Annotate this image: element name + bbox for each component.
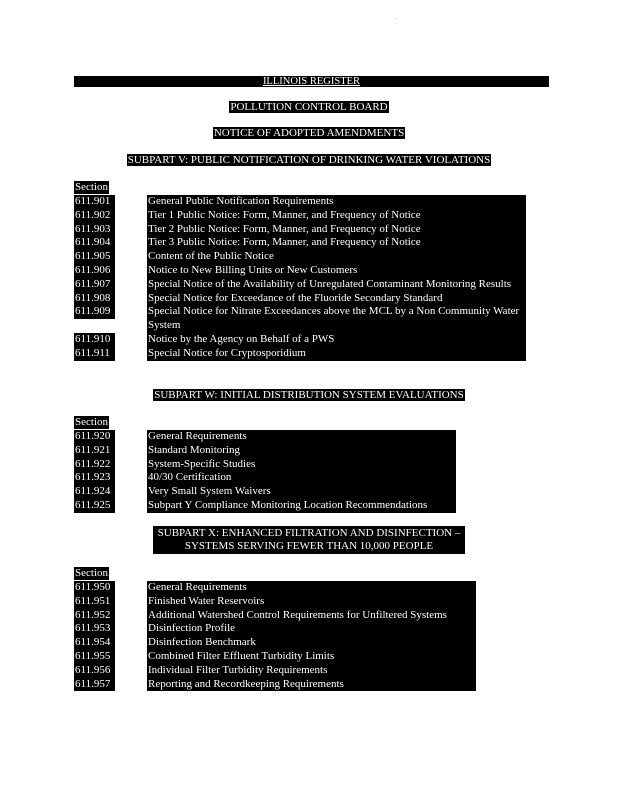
subpart-v-section-list xyxy=(74,195,526,361)
section-number: 611.955 xyxy=(74,650,115,664)
section-entry xyxy=(74,264,526,278)
section-title: Standard Monitoring xyxy=(147,444,456,458)
subpart-x-title-line1: SUBPART X: ENHANCED FILTRATION AND DISINFECTION – xyxy=(157,527,461,539)
section-entry xyxy=(74,292,526,306)
section-number: 611.920 xyxy=(74,430,115,444)
section-number: 611.953 xyxy=(74,622,115,636)
section-title: Tier 1 Public Notice: Form, Manner, and Frequency of Notice xyxy=(147,209,526,223)
section-title: Content of the Public Notice xyxy=(147,250,526,264)
section-entry xyxy=(74,236,526,250)
subpart-x-section-label: Section xyxy=(75,567,108,579)
section-title: Special Notice for Cryptosporidium xyxy=(147,347,526,361)
section-number: 611.925 xyxy=(74,499,115,513)
section-entry xyxy=(74,278,526,292)
section-entry xyxy=(74,347,526,361)
section-title: Disinfection Profile xyxy=(147,622,476,636)
section-entry xyxy=(74,636,476,650)
section-number: 611.910 xyxy=(74,333,115,347)
subpart-v-section-label: Section xyxy=(75,181,108,193)
section-entry xyxy=(74,622,476,636)
section-entry xyxy=(74,595,476,609)
section-entry xyxy=(74,223,526,237)
section-number: 611.954 xyxy=(74,636,115,650)
register-title: ILLINOIS REGISTER xyxy=(262,76,361,87)
section-title: Subpart Y Compliance Monitoring Location Recommendations xyxy=(147,499,456,513)
scan-speck xyxy=(396,18,397,19)
section-entry xyxy=(74,430,456,444)
subpart-x-heading xyxy=(0,526,618,554)
section-number: 611.923 xyxy=(74,471,115,485)
section-entry xyxy=(74,305,526,333)
section-title: Tier 3 Public Notice: Form, Manner, and Frequency of Notice xyxy=(147,236,526,250)
section-title: Combined Filter Effluent Turbidity Limits xyxy=(147,650,476,664)
section-entry xyxy=(74,485,456,499)
board-heading xyxy=(0,101,618,113)
section-number: 611.903 xyxy=(74,223,115,237)
section-entry xyxy=(74,250,526,264)
section-entry xyxy=(74,333,526,347)
board-title: POLLUTION CONTROL BOARD xyxy=(230,101,388,113)
section-number: 611.952 xyxy=(74,609,115,623)
section-title: Finished Water Reservoirs xyxy=(147,595,476,609)
section-number: 611.909 xyxy=(74,305,115,319)
notice-heading xyxy=(0,127,618,139)
section-title: Notice by the Agency on Behalf of a PWS xyxy=(147,333,526,347)
subpart-w-title: SUBPART W: INITIAL DISTRIBUTION SYSTEM EVALUATIONS xyxy=(154,389,464,401)
section-entry xyxy=(74,664,476,678)
section-number: 611.908 xyxy=(74,292,115,306)
subpart-x-title xyxy=(153,526,466,554)
section-title: Special Notice for Nitrate Exceedances above the MCL by a Non Community Water System xyxy=(147,305,526,333)
section-number: 611.950 xyxy=(74,581,115,595)
section-entry xyxy=(74,471,456,485)
section-number: 611.906 xyxy=(74,264,115,278)
section-entry xyxy=(74,678,476,692)
subpart-w-heading xyxy=(0,389,618,401)
subpart-w-section-label: Section xyxy=(75,416,108,428)
section-number: 611.922 xyxy=(74,458,115,472)
section-title: Additional Watershed Control Requirements for Unfiltered Systems xyxy=(147,609,476,623)
section-title: Disinfection Benchmark xyxy=(147,636,476,650)
section-number: 611.956 xyxy=(74,664,115,678)
notice-title: NOTICE OF ADOPTED AMENDMENTS xyxy=(213,127,405,139)
section-title: General Requirements xyxy=(147,430,456,444)
section-title: Individual Filter Turbidity Requirements xyxy=(147,664,476,678)
section-entry xyxy=(74,444,456,458)
section-number: 611.904 xyxy=(74,236,115,250)
section-entry xyxy=(74,650,476,664)
section-number: 611.924 xyxy=(74,485,115,499)
section-number: 611.921 xyxy=(74,444,115,458)
subpart-v-heading xyxy=(0,154,618,166)
subpart-v-title: SUBPART V: PUBLIC NOTIFICATION OF DRINKING WATER VIOLATIONS xyxy=(127,154,491,166)
section-entry xyxy=(74,209,526,223)
section-number: 611.957 xyxy=(74,678,115,692)
section-number: 611.907 xyxy=(74,278,115,292)
section-title: General Requirements xyxy=(147,581,476,595)
register-header-bar xyxy=(74,76,549,87)
section-number: 611.951 xyxy=(74,595,115,609)
subpart-w-section-list xyxy=(74,430,456,513)
section-title: Tier 2 Public Notice: Form, Manner, and Frequency of Notice xyxy=(147,223,526,237)
section-entry xyxy=(74,581,476,595)
section-title: Special Notice of the Availability of Unregulated Contaminant Monitoring Results xyxy=(147,278,526,292)
section-number: 611.901 xyxy=(74,195,115,209)
section-entry xyxy=(74,195,526,209)
section-title: Notice to New Billing Units or New Customers xyxy=(147,264,526,278)
section-title: Special Notice for Exceedance of the Fluoride Secondary Standard xyxy=(147,292,526,306)
section-title: General Public Notification Requirements xyxy=(147,195,526,209)
section-number: 611.902 xyxy=(74,209,115,223)
section-entry xyxy=(74,499,456,513)
section-entry xyxy=(74,609,476,623)
section-title: 40/30 Certification xyxy=(147,471,456,485)
subpart-x-title-line2: SYSTEMS SERVING FEWER THAN 10,000 PEOPLE xyxy=(184,540,434,552)
section-number: 611.905 xyxy=(74,250,115,264)
subpart-x-section-list xyxy=(74,581,476,691)
section-number: 611.911 xyxy=(74,347,115,361)
section-entry xyxy=(74,458,456,472)
section-title: Very Small System Waivers xyxy=(147,485,456,499)
section-title: System-Specific Studies xyxy=(147,458,456,472)
section-title: Reporting and Recordkeeping Requirements xyxy=(147,678,476,692)
